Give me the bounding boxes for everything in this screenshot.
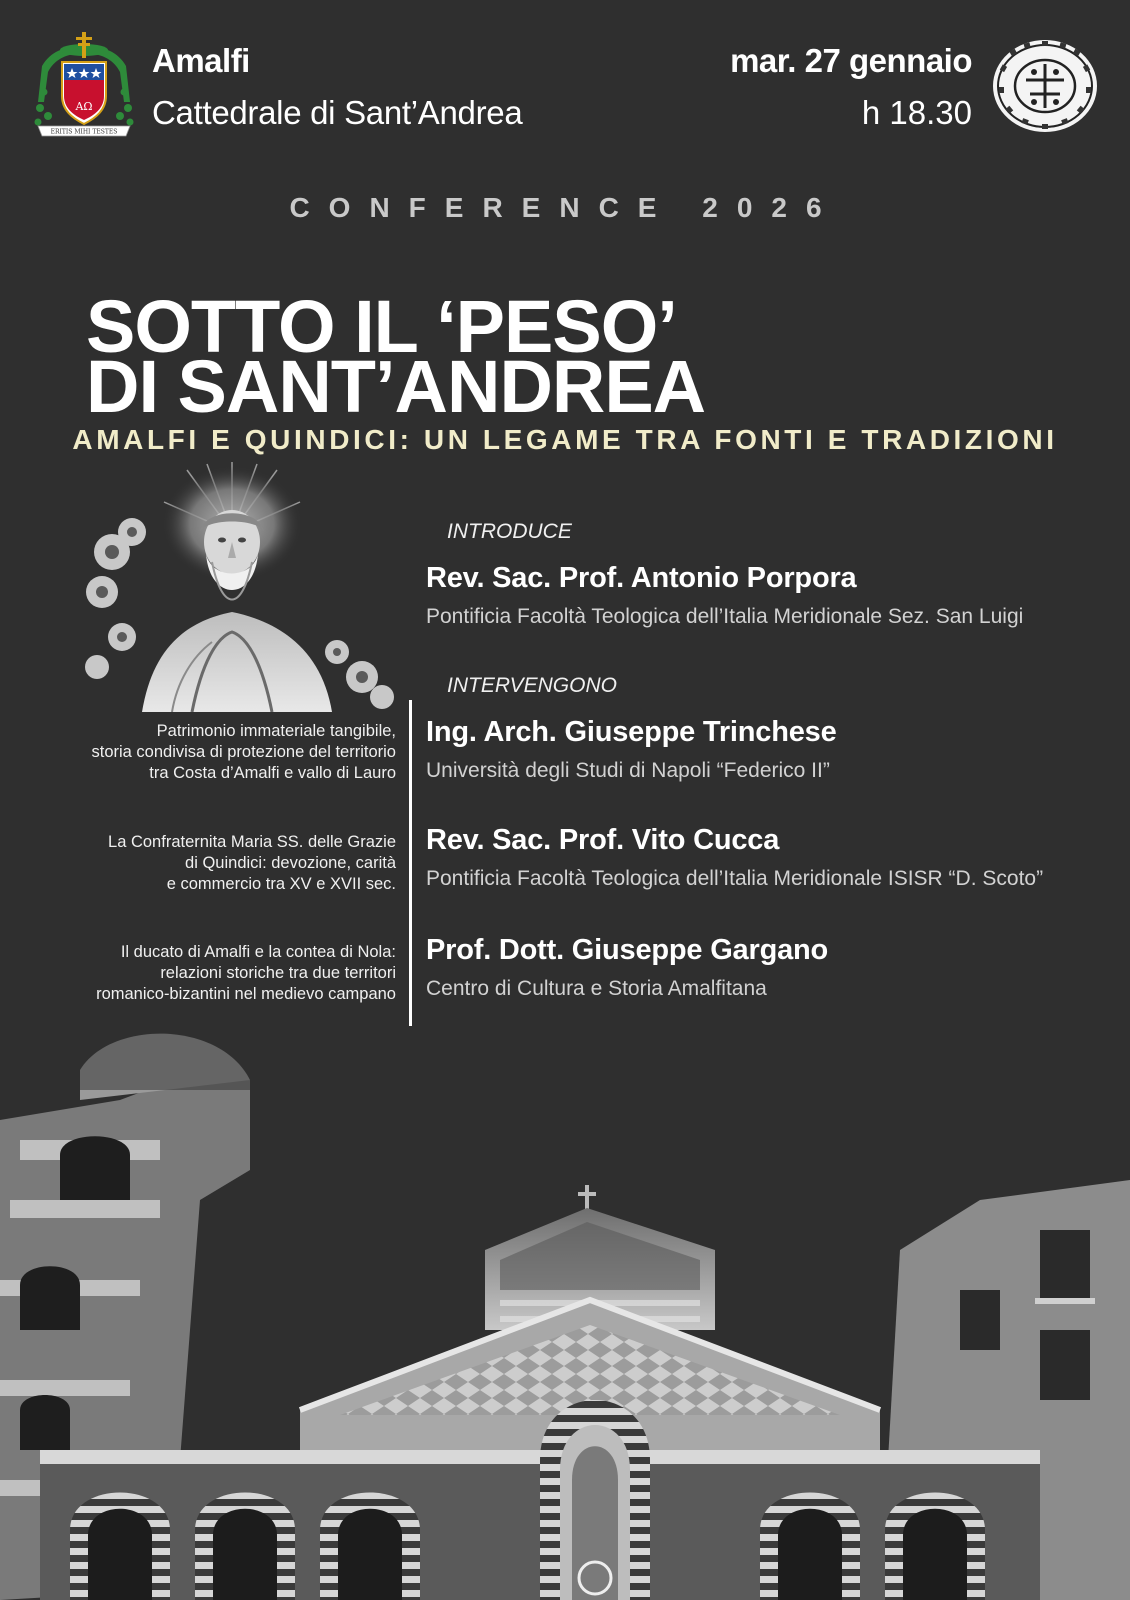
topic-line: e commercio tra XV e XVII sec. [166, 875, 396, 893]
venue: Cattedrale di Sant’Andrea [152, 94, 523, 131]
speaker-affiliation: Pontificia Facoltà Teologica dell’Italia Meridionale Sez. San Luigi [426, 605, 1024, 628]
title-line-2: DI SANT’ANDREA [86, 345, 706, 428]
speaker-3 [426, 934, 828, 1001]
speaker-name: Ing. Arch. Giuseppe Trinchese [426, 716, 837, 748]
topic-line: romanico-bizantini nel medievo campano [96, 985, 396, 1003]
topic-line: storia condivisa di protezione del territorio [91, 743, 396, 761]
talk-topic-2 [16, 832, 396, 895]
intervengono-label: INTERVENGONO [447, 674, 617, 697]
topic-line: di Quindici: devozione, carità [185, 854, 396, 872]
saint-statue-image [82, 462, 394, 712]
topic-line: Il ducato di Amalfi e la contea di Nola: [120, 943, 396, 961]
speaker-affiliation: Pontificia Facoltà Teologica dell’Italia Meridionale ISISR “D. Scoto” [426, 867, 1044, 890]
divider [409, 700, 412, 1026]
subtitle: AMALFI E QUINDICI: UN LEGAME TRA FONTI E TRADIZIONI [72, 424, 1058, 455]
introducer [426, 562, 1023, 629]
speaker-name: Prof. Dott. Giuseppe Gargano [426, 934, 829, 966]
topic-line: relazioni storiche tra due territori [160, 964, 396, 982]
speaker-name: Rev. Sac. Prof. Antonio Porpora [426, 562, 857, 594]
talk-topic-1 [16, 721, 396, 784]
speaker-1 [426, 716, 837, 783]
conference-label: CONFERENCE 2026 [289, 192, 841, 223]
coat-of-arms-icon [34, 32, 134, 140]
event-time: h 18.30 [861, 94, 972, 131]
event-date: mar. 27 gennaio [730, 42, 972, 79]
speaker-name: Rev. Sac. Prof. Vito Cucca [426, 824, 780, 856]
talk-topic-3 [16, 942, 396, 1005]
svg-text:ERITIS MIHI TESTES: ERITIS MIHI TESTES [50, 128, 118, 136]
city: Amalfi [152, 42, 250, 79]
svg-text:AΩ: AΩ [75, 100, 93, 113]
cathedral-image [0, 1030, 1130, 1600]
topic-line: Patrimonio immateriale tangibile, [156, 722, 396, 740]
topic-line: La Confraternita Maria SS. delle Grazie [108, 833, 396, 851]
topic-line: tra Costa d’Amalfi e vallo di Lauro [149, 764, 396, 782]
speaker-2 [426, 824, 1043, 891]
title-line-1: SOTTO IL ‘PESO’ [86, 285, 677, 368]
introduce-label: INTRODUCE [447, 520, 572, 543]
speaker-affiliation: Università degli Studi di Napoli “Federico II” [426, 759, 830, 782]
seal-icon [990, 36, 1100, 136]
speaker-affiliation: Centro di Cultura e Storia Amalfitana [426, 977, 767, 1000]
